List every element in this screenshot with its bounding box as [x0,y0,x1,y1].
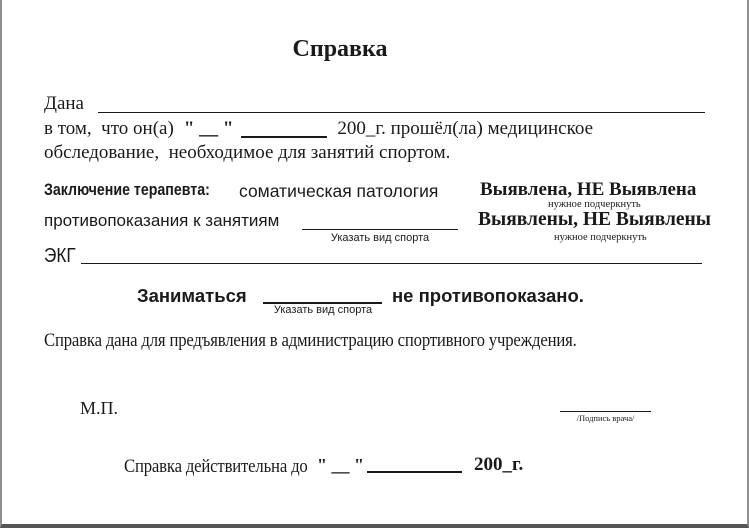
ecg-blank [81,263,702,264]
permission-before: Заниматься [137,285,247,306]
month-blank [241,136,327,138]
valid-until-label: Справка действительна до [124,456,308,477]
permission-after: не противопоказано. [392,285,584,306]
given-to-row [44,93,705,115]
therapist-conclusion-label-text: Заключение терапевта: [44,181,210,199]
valid-until-label-wrap [124,456,333,478]
contraindications-text: противопоказания к занятиям [44,211,280,230]
stamp-placeholder: М.П. [80,398,119,418]
statement-line2-before: в том, что он(а) [44,118,174,139]
given-name-blank [98,112,705,113]
somatic-options: Выявлена, НЕ Выявлена [480,179,697,200]
underline-hint-2: нужное подчеркнуть [554,232,647,243]
statement-line-3: обследование, необходимое для занятий спортом. [44,142,451,163]
signature-caption: /Подпись врача/ [576,413,635,423]
purpose-line: Справка дана для предъявления в администрацию спортивного учреждения. [44,330,577,351]
somatic-pathology-text: соматическая патология [239,181,439,201]
ecg-label: ЭКГ [44,245,76,267]
valid-month-blank [367,471,462,473]
purpose-line-wrap [44,330,649,352]
statement-line2-after: 200_г. прошёл(ла) медицинское [337,118,594,139]
page-title: Справка [292,36,388,62]
ecg-label-wrap [44,245,81,268]
given-label: Дана [44,93,84,114]
valid-day-blank-quoted: " __ " [317,455,364,475]
sport-hint-1: Указать вид спорта [330,232,430,244]
contraindications-sport-blank [302,229,458,230]
signature-blank [560,411,651,412]
underline-hint-1: нужное подчеркнуть [548,199,641,210]
valid-year: 200_г. [474,454,524,475]
contraindications-options: Выявлены, НЕ Выявлены [478,209,712,230]
therapist-conclusion-label [44,181,237,200]
statement-line-2 [44,118,593,140]
day-blank-quoted: " __ " [183,118,234,139]
sport-hint-2: Указать вид спорта [273,304,373,316]
